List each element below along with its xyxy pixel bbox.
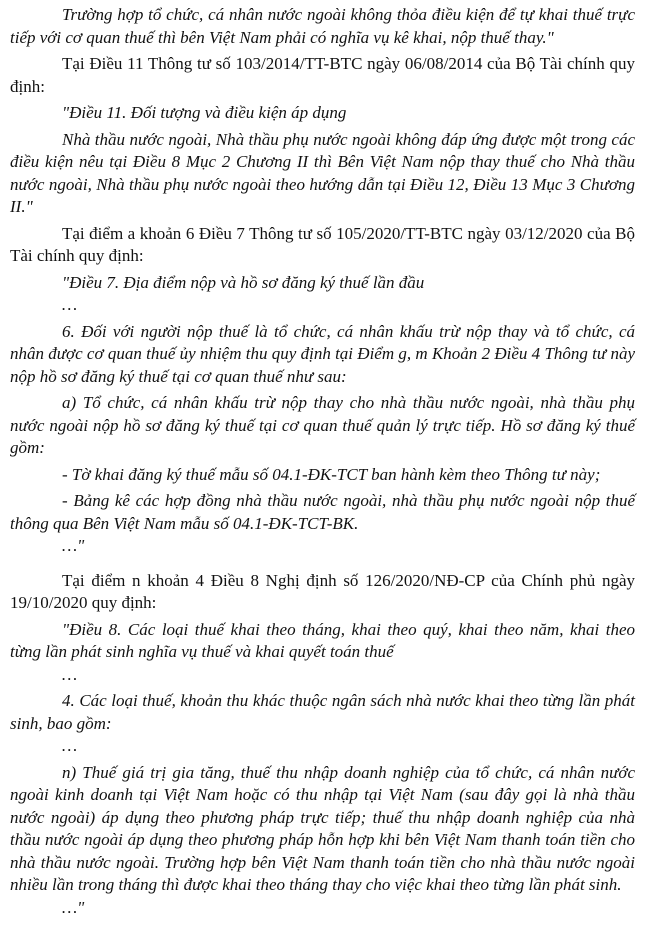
- ellipsis: …: [62, 664, 78, 684]
- clause-4: 4. Các loại thuế, khoản thu khác thuộc ngân sách nhà nước khai theo từng lần phát sinh, bao gồm:: [10, 691, 635, 733]
- article-7-heading: "Điều 7. Địa điểm nộp và hồ sơ đăng ký thuế lần đầu: [62, 272, 425, 292]
- paragraph-quote-end: Trường hợp tổ chức, cá nhân nước ngoài không thỏa điều kiện để tự khai thuế trực tiếp với cơ quan thuế thì bên Việt Nam phải có nghĩa vụ kê khai, nộp thuế thay.": [10, 5, 635, 47]
- point-a: a) Tổ chức, cá nhân khấu trừ nộp thay cho nhà thầu nước ngoài, nhà thầu phụ nước ngoài nộp hồ sơ đăng ký thuế tại cơ quan thuế quản lý trực tiếp. Hồ sơ đăng ký thuế gồm:: [10, 393, 635, 457]
- paragraph-circular-105: Tại điểm a khoản 6 Điều 7 Thông tư số 105/2020/TT-BTC ngày 03/12/2020 của Bộ Tài chính quy định:: [10, 223, 635, 265]
- ellipsis-quote-end: …": [62, 536, 85, 555]
- article-11-body: Nhà thầu nước ngoài, Nhà thầu phụ nước ngoài không đáp ứng được một trong các điều kiện nêu tại Điều 8 Mục 2 Chương II thì Bên Việt Nam nộp thay thuế cho Nhà thầu nước ngoài, Nhà thầu phụ nước ngoài theo hướng dẫn tại Điều 12, Điều 13 Mục 3 Chương II.": [10, 129, 635, 216]
- clause-6: 6. Đối với người nộp thuế là tổ chức, cá nhân khấu trừ nộp thay và tổ chức, cá nhân được cơ quan thuế ủy nhiệm thu quy định tại Điểm g, m Khoản 2 Điều 4 Thông tư này nộp hồ sơ đăng ký thuế tại cơ quan thuế như sau:: [10, 321, 635, 386]
- list-item-form-04-1-bk: - Bảng kê các hợp đồng nhà thầu nước ngoài, nhà thầu phụ nước ngoài nộp thuế thông qua Bên Việt Nam mẫu số 04.1-ĐK-TCT-BK.: [10, 491, 635, 533]
- paragraph-circular-103: Tại Điều 11 Thông tư số 103/2014/TT-BTC ngày 06/08/2014 của Bộ Tài chính quy định:: [10, 54, 635, 96]
- ellipsis: …: [62, 295, 78, 314]
- ellipsis: …: [62, 736, 78, 755]
- article-8-heading: "Điều 8. Các loại thuế khai theo tháng, khai theo quý, khai theo năm, khai theo từng lần phát sinh nghĩa vụ thuế và khai quyết toán thuế: [10, 619, 635, 661]
- ellipsis-quote-end: …": [62, 897, 85, 917]
- paragraph-decree-126: Tại điểm n khoản 4 Điều 8 Nghị định số 126/2020/NĐ-CP của Chính phủ ngày 19/10/2020 quy định:: [10, 570, 635, 612]
- article-11-heading: "Điều 11. Đối tượng và điều kiện áp dụng: [62, 103, 347, 122]
- list-item-form-04-1: - Tờ khai đăng ký thuế mẫu số 04.1-ĐK-TCT ban hành kèm theo Thông tư này;: [62, 464, 601, 484]
- point-n: n) Thuế giá trị gia tăng, thuế thu nhập doanh nghiệp của tổ chức, cá nhân nước ngoài kinh doanh tại Việt Nam hoặc có thu nhập tại Việt Nam (sau đây gọi là nhà thầu nước ngoài) áp dụng theo phương pháp trực tiếp; thuế thu nhập doanh nghiệp của nhà thầu nước ngoài áp dụng theo phương pháp hỗn hợp khi bên Việt Nam thanh toán tiền cho nhà thầu nước ngoài. Trường hợp bên Việt Nam thanh toán tiền cho nhà thầu nước ngoài nhiều lần trong tháng thì được khai theo tháng thay cho việc khai theo từng lần phát sinh.: [10, 762, 635, 894]
